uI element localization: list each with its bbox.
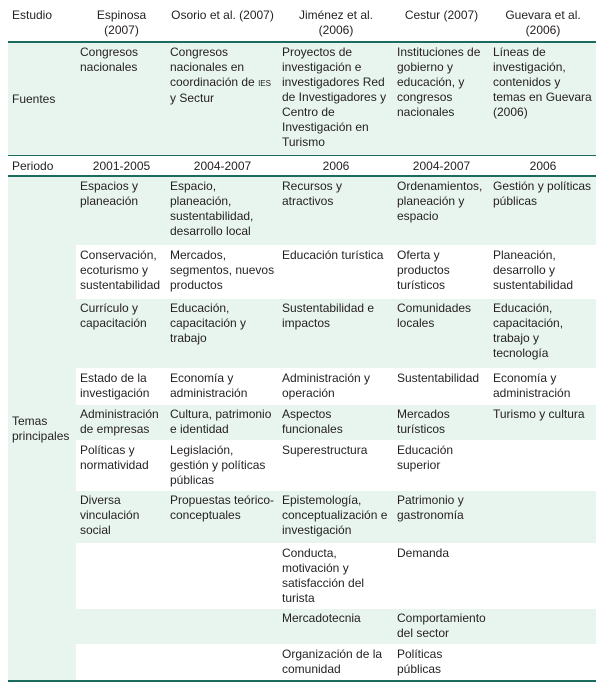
temas-row	[8, 176, 596, 246]
temas-cell: Epistemología, conceptualización e investigación	[278, 491, 393, 544]
studies-comparison-table	[8, 4, 596, 682]
temas-cell: Conducta, motivación y satisfacción del turista	[278, 544, 393, 609]
temas-cell: Turismo y cultura	[489, 405, 596, 441]
temas-row	[8, 609, 596, 645]
header-estudio: Estudio	[8, 4, 76, 42]
temas-cell: Comunidades locales	[393, 299, 489, 369]
periodo-label: Periodo	[12, 159, 54, 173]
temas-cell: Economía y administración	[489, 369, 596, 405]
temas-cell: Oferta y productos turísticos	[393, 246, 489, 299]
temas-cell: Ordenamientos, planeación y espacio	[393, 176, 489, 246]
temas-row	[8, 246, 596, 299]
periodo-row	[8, 156, 596, 177]
temas-row	[8, 405, 596, 441]
fuentes-row	[8, 42, 596, 156]
temas-cell: Educación, capacitación y trabajo	[166, 299, 278, 369]
temas-cell: Recursos y atractivos	[278, 176, 393, 246]
temas-row	[8, 441, 596, 491]
temas-cell: Educación turística	[278, 246, 393, 299]
fuentes-cell: Proyectos de investigación e investigadores Red de Investigadores y Centro de Investigación en Turismo	[278, 42, 393, 156]
fuentes-cell: Congresos nacionales en coordinación de IES y Sectur	[166, 42, 278, 156]
temas-cell: Mercados turísticos	[393, 405, 489, 441]
temas-cell	[489, 441, 596, 491]
header-row	[8, 4, 596, 42]
temas-cell: Comportamiento del sector	[393, 609, 489, 645]
temas-cell: Diversa vinculación social	[76, 491, 166, 544]
temas-cell: Patrimonio y gastronomía	[393, 491, 489, 544]
fuentes-label: Fuentes	[8, 42, 76, 156]
temas-row	[8, 299, 596, 369]
fuentes-cell: Líneas de investigación, contenidos y temas en Guevara (2006)	[489, 42, 596, 156]
periodo-cell: 2004-2007	[193, 159, 252, 173]
header-cestur: Cestur (2007)	[393, 4, 489, 42]
temas-cell: Economía y administración	[166, 369, 278, 405]
temas-cell	[166, 544, 278, 609]
header-osorio: Osorio et al. (2007)	[166, 4, 278, 42]
temas-cell: Gestión y políticas públicas	[489, 176, 596, 246]
temas-cell: Planeación, desarrollo y sustentabilidad	[489, 246, 596, 299]
temas-cell: Administración de empresas	[76, 405, 166, 441]
temas-cell: Políticas públicas	[393, 645, 489, 682]
temas-cell: Demanda	[393, 544, 489, 609]
temas-cell	[166, 645, 278, 682]
temas-cell	[489, 491, 596, 544]
temas-cell: Mercados, segmentos, nuevos productos	[166, 246, 278, 299]
temas-cell: Organización de la comunidad	[278, 645, 393, 682]
temas-cell: Sustentabilidad e impactos	[278, 299, 393, 369]
temas-cell	[76, 544, 166, 609]
temas-row	[8, 491, 596, 544]
periodo-cell: 2006	[322, 159, 350, 173]
temas-label: Temas principales	[8, 176, 76, 681]
fuentes-cell: Congresos nacionales	[76, 42, 166, 156]
temas-cell	[489, 609, 596, 645]
temas-cell: Sustentabilidad	[393, 369, 489, 405]
temas-cell: Educación, capacitación, trabajo y tecnología	[489, 299, 596, 369]
temas-row	[8, 369, 596, 405]
periodo-cell: 2006	[529, 159, 557, 173]
temas-cell	[166, 609, 278, 645]
temas-row	[8, 544, 596, 609]
temas-cell: Espacio, planeación, sustentabilidad, desarrollo local	[166, 176, 278, 246]
temas-cell: Espacios y planeación	[76, 176, 166, 246]
temas-cell: Administración y operación	[278, 369, 393, 405]
temas-cell: Educación superior	[393, 441, 489, 491]
periodo-cell: 2004-2007	[412, 159, 471, 173]
temas-cell: Estado de la investigación	[76, 369, 166, 405]
temas-cell: Cultura, patrimonio e identidad	[166, 405, 278, 441]
temas-cell: Currículo y capacitación	[76, 299, 166, 369]
temas-cell: Aspectos funcionales	[278, 405, 393, 441]
temas-cell	[489, 645, 596, 682]
temas-cell: Mercadotecnia	[278, 609, 393, 645]
temas-row	[8, 645, 596, 682]
fuentes-cell: Instituciones de gobierno y educación, y congresos nacionales	[393, 42, 489, 156]
periodo-cell: 2001-2005	[92, 159, 151, 173]
temas-cell	[76, 645, 166, 682]
temas-cell: Legislación, gestión y políticas públicas	[166, 441, 278, 491]
temas-cell: Propuestas teórico-conceptuales	[166, 491, 278, 544]
temas-cell: Superestructura	[278, 441, 393, 491]
header-espinosa: Espinosa (2007)	[76, 4, 166, 42]
temas-cell	[489, 544, 596, 609]
header-jimenez: Jiménez et al. (2006)	[278, 4, 393, 42]
temas-cell	[76, 609, 166, 645]
temas-cell: Políticas y normatividad	[76, 441, 166, 491]
header-guevara: Guevara et al. (2006)	[489, 4, 596, 42]
temas-cell: Conservación, ecoturismo y sustentabilidad	[76, 246, 166, 299]
